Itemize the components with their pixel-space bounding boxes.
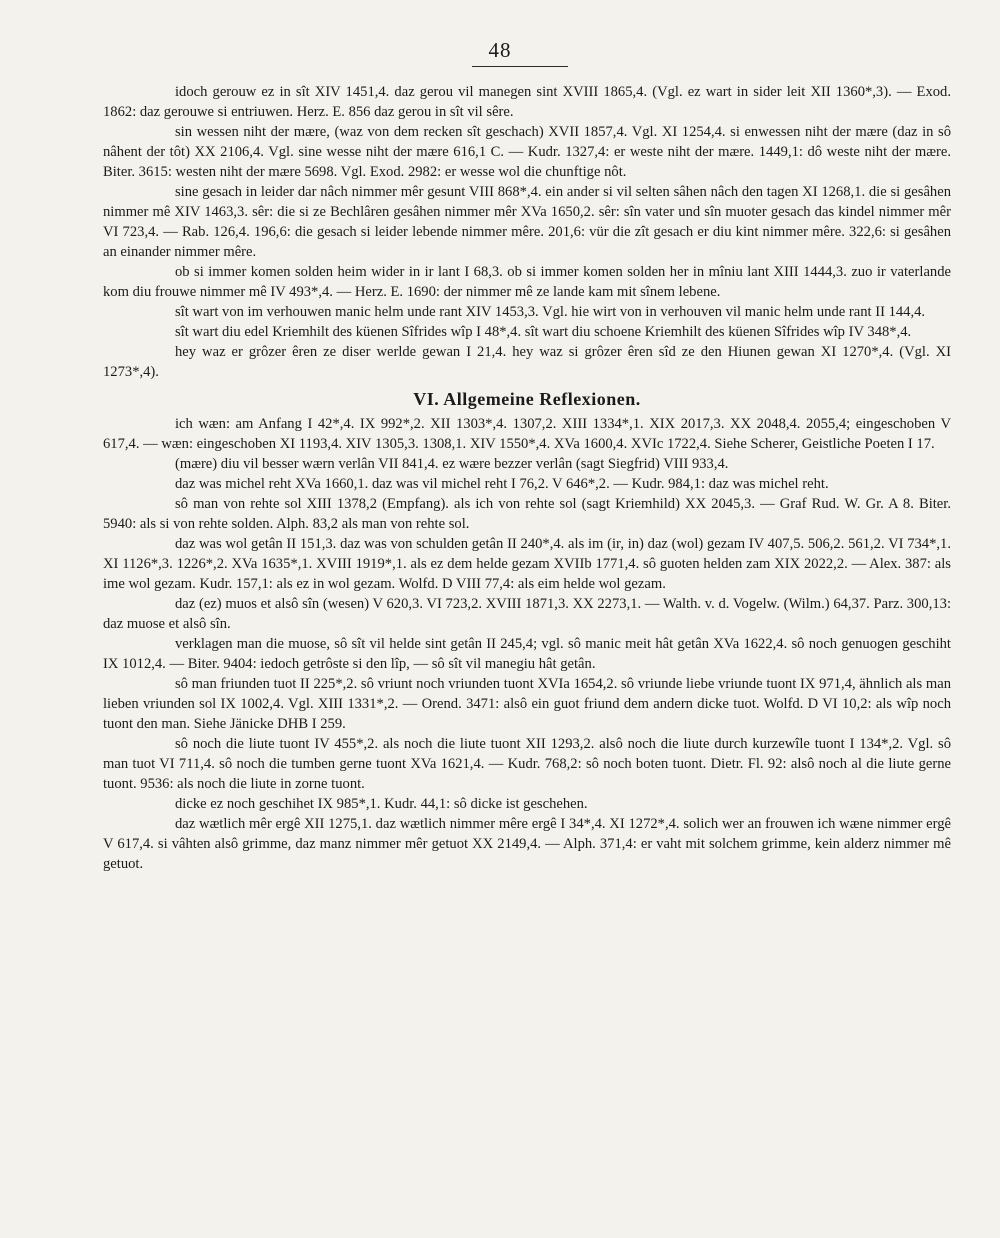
paragraph: (mære) diu vil besser wærn verlân VII 841,4. ez wære bezzer verlân (sagt Siegfrid) VIII 933,4. <box>175 456 729 472</box>
paragraph: hey waz er grôzer êren ze diser werlde gewan I 21,4. hey waz si grôzer êren sîd ze den Hiunen gewan XI 1270*,4. (Vgl. XI 1273*,4). <box>103 344 951 380</box>
paragraph: daz was wol getân II 151,3. daz was von schulden getân II 240*,4. als im (ir, in) daz (wol) gezam IV 407,5. 506,2. 561,2. VI 734*,1. XI 1126*,3. 1226*,2. XVa 1635*,1. XVIII 1919*,1. als ez dem helde gezam XVIIb 1771,4. sô guoten helden zam XIX 2022,2. — Alex. 387: als ime wol gezam. Kudr. 157,1: als ez in wol gezam. Wolfd. D VIII 77,4: als eim helde wol gezam. <box>103 536 951 592</box>
page-number: 48 <box>488 38 512 62</box>
text-body <box>103 82 951 874</box>
section-heading: VI. Allgemeine Reflexionen. <box>413 389 641 409</box>
paragraph: dicke ez noch geschihet IX 985*,1. Kudr. 44,1: sô dicke ist geschehen. <box>175 796 588 812</box>
paragraph: daz (ez) muos et alsô sîn (wesen) V 620,3. VI 723,2. XVIII 1871,3. XX 2273,1. — Walth. v. d. Vogelw. (Wilm.) 64,37. Parz. 300,13: daz muose et alsô sîn. <box>103 596 951 632</box>
paragraph: sô man von rehte sol XIII 1378,2 (Empfang). als ich von rehte sol (sagt Kriemhild) XX 2045,3. — Graf Rud. W. Gr. A 8. Biter. 5940: als si von rehte solden. Alph. 83,2 als man von rehte sol. <box>103 496 951 532</box>
paragraph: sin wessen niht der mære, (waz von dem recken sît geschach) XVII 1857,4. Vgl. XI 1254,4. si enwessen niht der mære (daz in sô nâhent der tôt) XX 2106,4. Vgl. sine wesse niht der mære 616,1 C. — Kudr. 1327,4: er weste niht der mære. 1449,1: dô weste niht der mære. Biter. 3615: westen niht der mære 5698. Vgl. Exod. 2982: er wesse wol die chunftige nôt. <box>103 124 951 180</box>
page-number-rule <box>472 66 568 67</box>
paragraph: sît wart diu edel Kriemhilt des küenen Sîfrides wîp I 48*,4. sît wart diu schoene Kriemhilt des küenen Sîfrides wîp IV 348*,4. <box>175 324 912 340</box>
paragraph: sô man friunden tuot II 225*,2. sô vriunt noch vriunden tuont XVIa 1654,2. sô vriunde liebe vriunde tuont IX 971,4, ähnlich als man lieben vriunden sol IX 1002,4. Vgl. XIII 1331*,2. — Orend. 3471: alsô ein guot friund dem andern dicke tuot. Wolfd. D VI 10,2: als wîp noch tuont den man. Siehe Jänicke DHB I 259. <box>103 676 951 732</box>
paragraph: sît wart von im verhouwen manic helm unde rant XIV 1453,3. Vgl. hie wirt von in verhouven vil manic helm unde rant II 144,4. <box>175 304 926 320</box>
paragraph: sine gesach in leider dar nâch nimmer mêr gesunt VIII 868*,4. ein ander si vil selten sâhen nâch den tagen XI 1268,1. die si gesâhen nimmer mê XIV 1463,3. sêr: die si ze Bechlâren gesâhen nimmer mêr XVa 1650,2. sêr: sîn vater und sîn muoter gesach das kindel nimmer mêr VI 723,4. — Rab. 126,4. 196,6: die gesach si leider lebende nimmer mêre. 201,6: vür die zît gesach er diu kint nimmer mêre. 322,6: si gesâhen an einander nimmer mêre. <box>103 184 951 260</box>
paragraph: ich wæn: am Anfang I 42*,4. IX 992*,2. XII 1303*,4. 1307,2. XIII 1334*,1. XIX 2017,3. XX 2048,4. 2055,4; eingeschoben V 617,4. — wæn: eingeschoben XI 1193,4. XIV 1305,3. 1308,1. XIV 1550*,4. XVa 1600,4. XVIc 1722,4. Siehe Scherer, Geistliche Poeten I 17. <box>103 416 951 452</box>
paragraph: idoch gerouw ez in sît XIV 1451,4. daz gerou vil manegen sint XVIII 1865,4. (Vgl. ez wart in sider leit XII 1360*,3). — Exod. 1862: daz gerouwe si entriuwen. Herz. E. 856 daz gerou in sît vil sêre. <box>103 84 951 120</box>
paragraph: daz wætlich mêr ergê XII 1275,1. daz wætlich nimmer mêre ergê I 34*,4. XI 1272*,4. solich wer an frouwen ich wæne nimmer ergê V 617,4. si vâhten alsô grimme, daz manz nimmer mêr getuot XX 2149,4. — Alph. 371,4: er vaht mit solchem grimme, kein alderz nimmer mê getuot. <box>103 816 951 872</box>
paragraph: daz was michel reht XVa 1660,1. daz was vil michel reht I 76,2. V 646*,2. — Kudr. 984,1: daz was michel reht. <box>175 476 829 492</box>
paragraph: verklagen man die muose, sô sît vil helde sint getân II 245,4; vgl. sô manic meit hât getân XVa 1622,4. sô noch genuogen geschiht IX 1012,4. — Biter. 9404: iedoch getrôste si den lîp, — sô sît vil manegiu hât getân. <box>103 636 951 672</box>
paragraph: sô noch die liute tuont IV 455*,2. als noch die liute tuont XII 1293,2. alsô noch die liute durch kurzewîle tuont I 134*,2. Vgl. sô man tuot VI 711,4. sô noch die tumben gerne tuont XVa 1621,4. — Kudr. 768,2: sô noch boten tuont. Dietr. Fl. 92: alsô noch al die liute gerne tuont. 9536: als noch die liute in zorne tuont. <box>103 736 951 792</box>
paragraph: ob si immer komen solden heim wider in ir lant I 68,3. ob si immer komen solden her in mîniu lant XIII 1444,3. zuo ir vaterlande kom diu frouwe nimmer mê IV 493*,4. — Herz. E. 1690: der nimmer mê ze lande kam mit sînem lebene. <box>103 264 951 300</box>
